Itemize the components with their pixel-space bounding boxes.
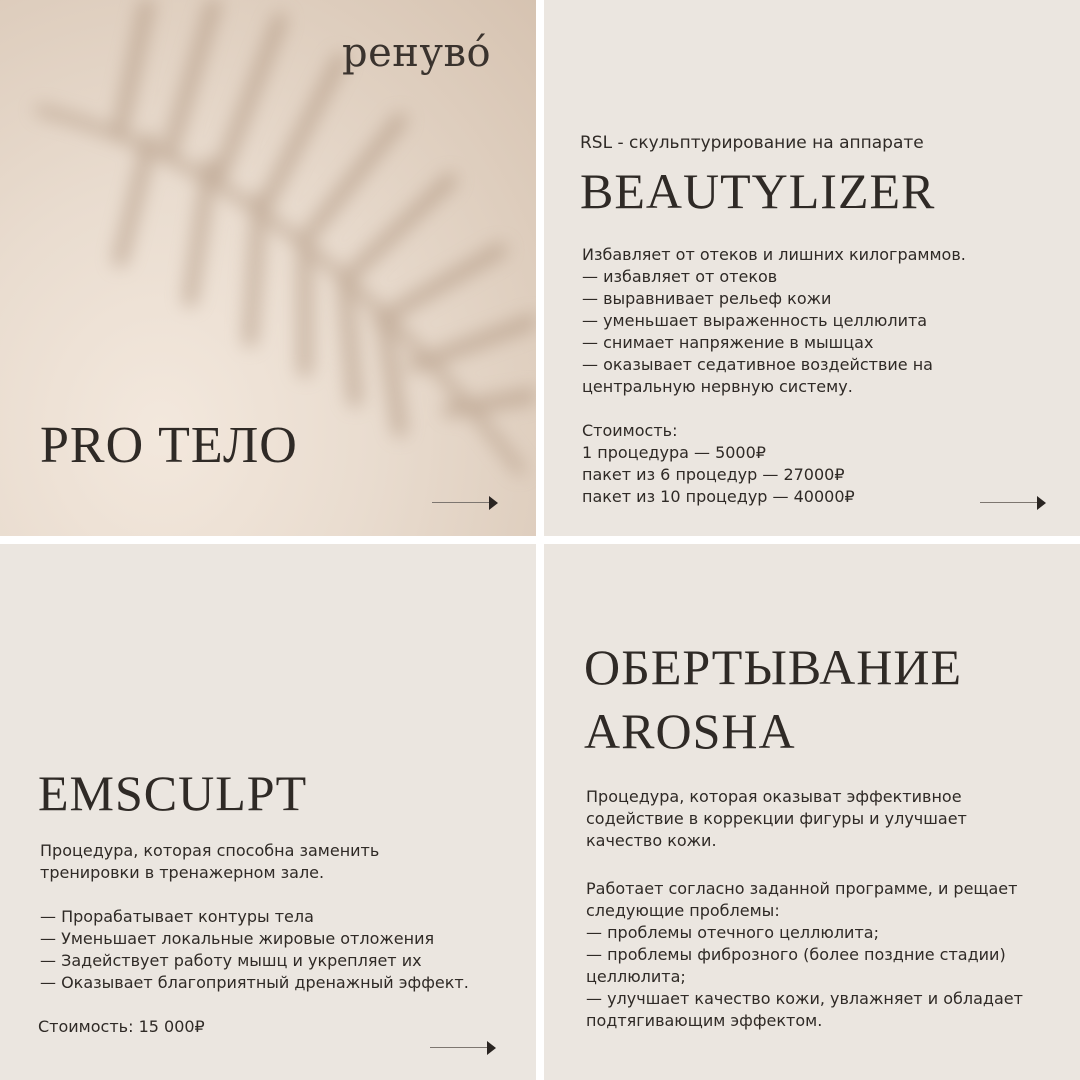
brand-logo: ренуво́ — [342, 30, 492, 76]
panel-title-line1: ОБЕРТЫВАНИЕ — [584, 639, 962, 695]
panel-arosha — [544, 544, 1080, 1080]
panel-beautylizer — [544, 0, 1080, 536]
panel-title: EMSCULPT — [38, 765, 308, 821]
panel-subtitle: RSL - скульптурирование на аппарате — [580, 133, 924, 153]
price-text: Стоимость: 15 000₽ — [38, 1017, 205, 1036]
description-text: Процедура, которая способна заменить тренировки в тренажерном зале. — [40, 841, 380, 882]
feature-list: — Прорабатывает контуры тела — Уменьшает локальные жировые отложения — Задействует работу мышц и укрепляет их — Оказывает благоприятный дренажный эффект. — [40, 907, 469, 992]
arrow-right-icon[interactable] — [980, 496, 1046, 510]
price-text: Стоимость: 1 процедура — 5000₽ пакет из 6 процедур — 27000₽ пакет из 10 процедур — 40000₽ — [582, 421, 855, 506]
arrow-right-icon[interactable] — [430, 1041, 496, 1055]
description-text: Избавляет от отеков и лишних килограммов. — избавляет от отеков — выравнивает рельеф кожи — уменьшает выраженность целлюлита — снимает напряжение в мышцах — оказывает седативное воздействие на центральную нервную систему. — [582, 245, 966, 396]
arrow-right-icon[interactable] — [432, 496, 498, 510]
details-text: Работает согласно заданной программе, и рещает следующие проблемы: — проблемы отечного целлюлита; — проблемы фиброзного (более поздние стадии) целлюлита; — улучшает качество кожи, увлажняет и обладает подтягивающим эффектом. — [586, 879, 1023, 1030]
panel-title: BEAUTYLIZER — [580, 163, 936, 219]
description-text: Процедура, которая оказыват эффективное содействие в коррекции фигуры и улучшает качество кожи. — [586, 787, 967, 850]
panel-title-line2: AROSHA — [584, 703, 796, 759]
panel-pro-telo — [0, 0, 536, 536]
panel-title: PRO ТЕЛО — [40, 417, 298, 474]
panel-emsculpt — [0, 544, 536, 1080]
